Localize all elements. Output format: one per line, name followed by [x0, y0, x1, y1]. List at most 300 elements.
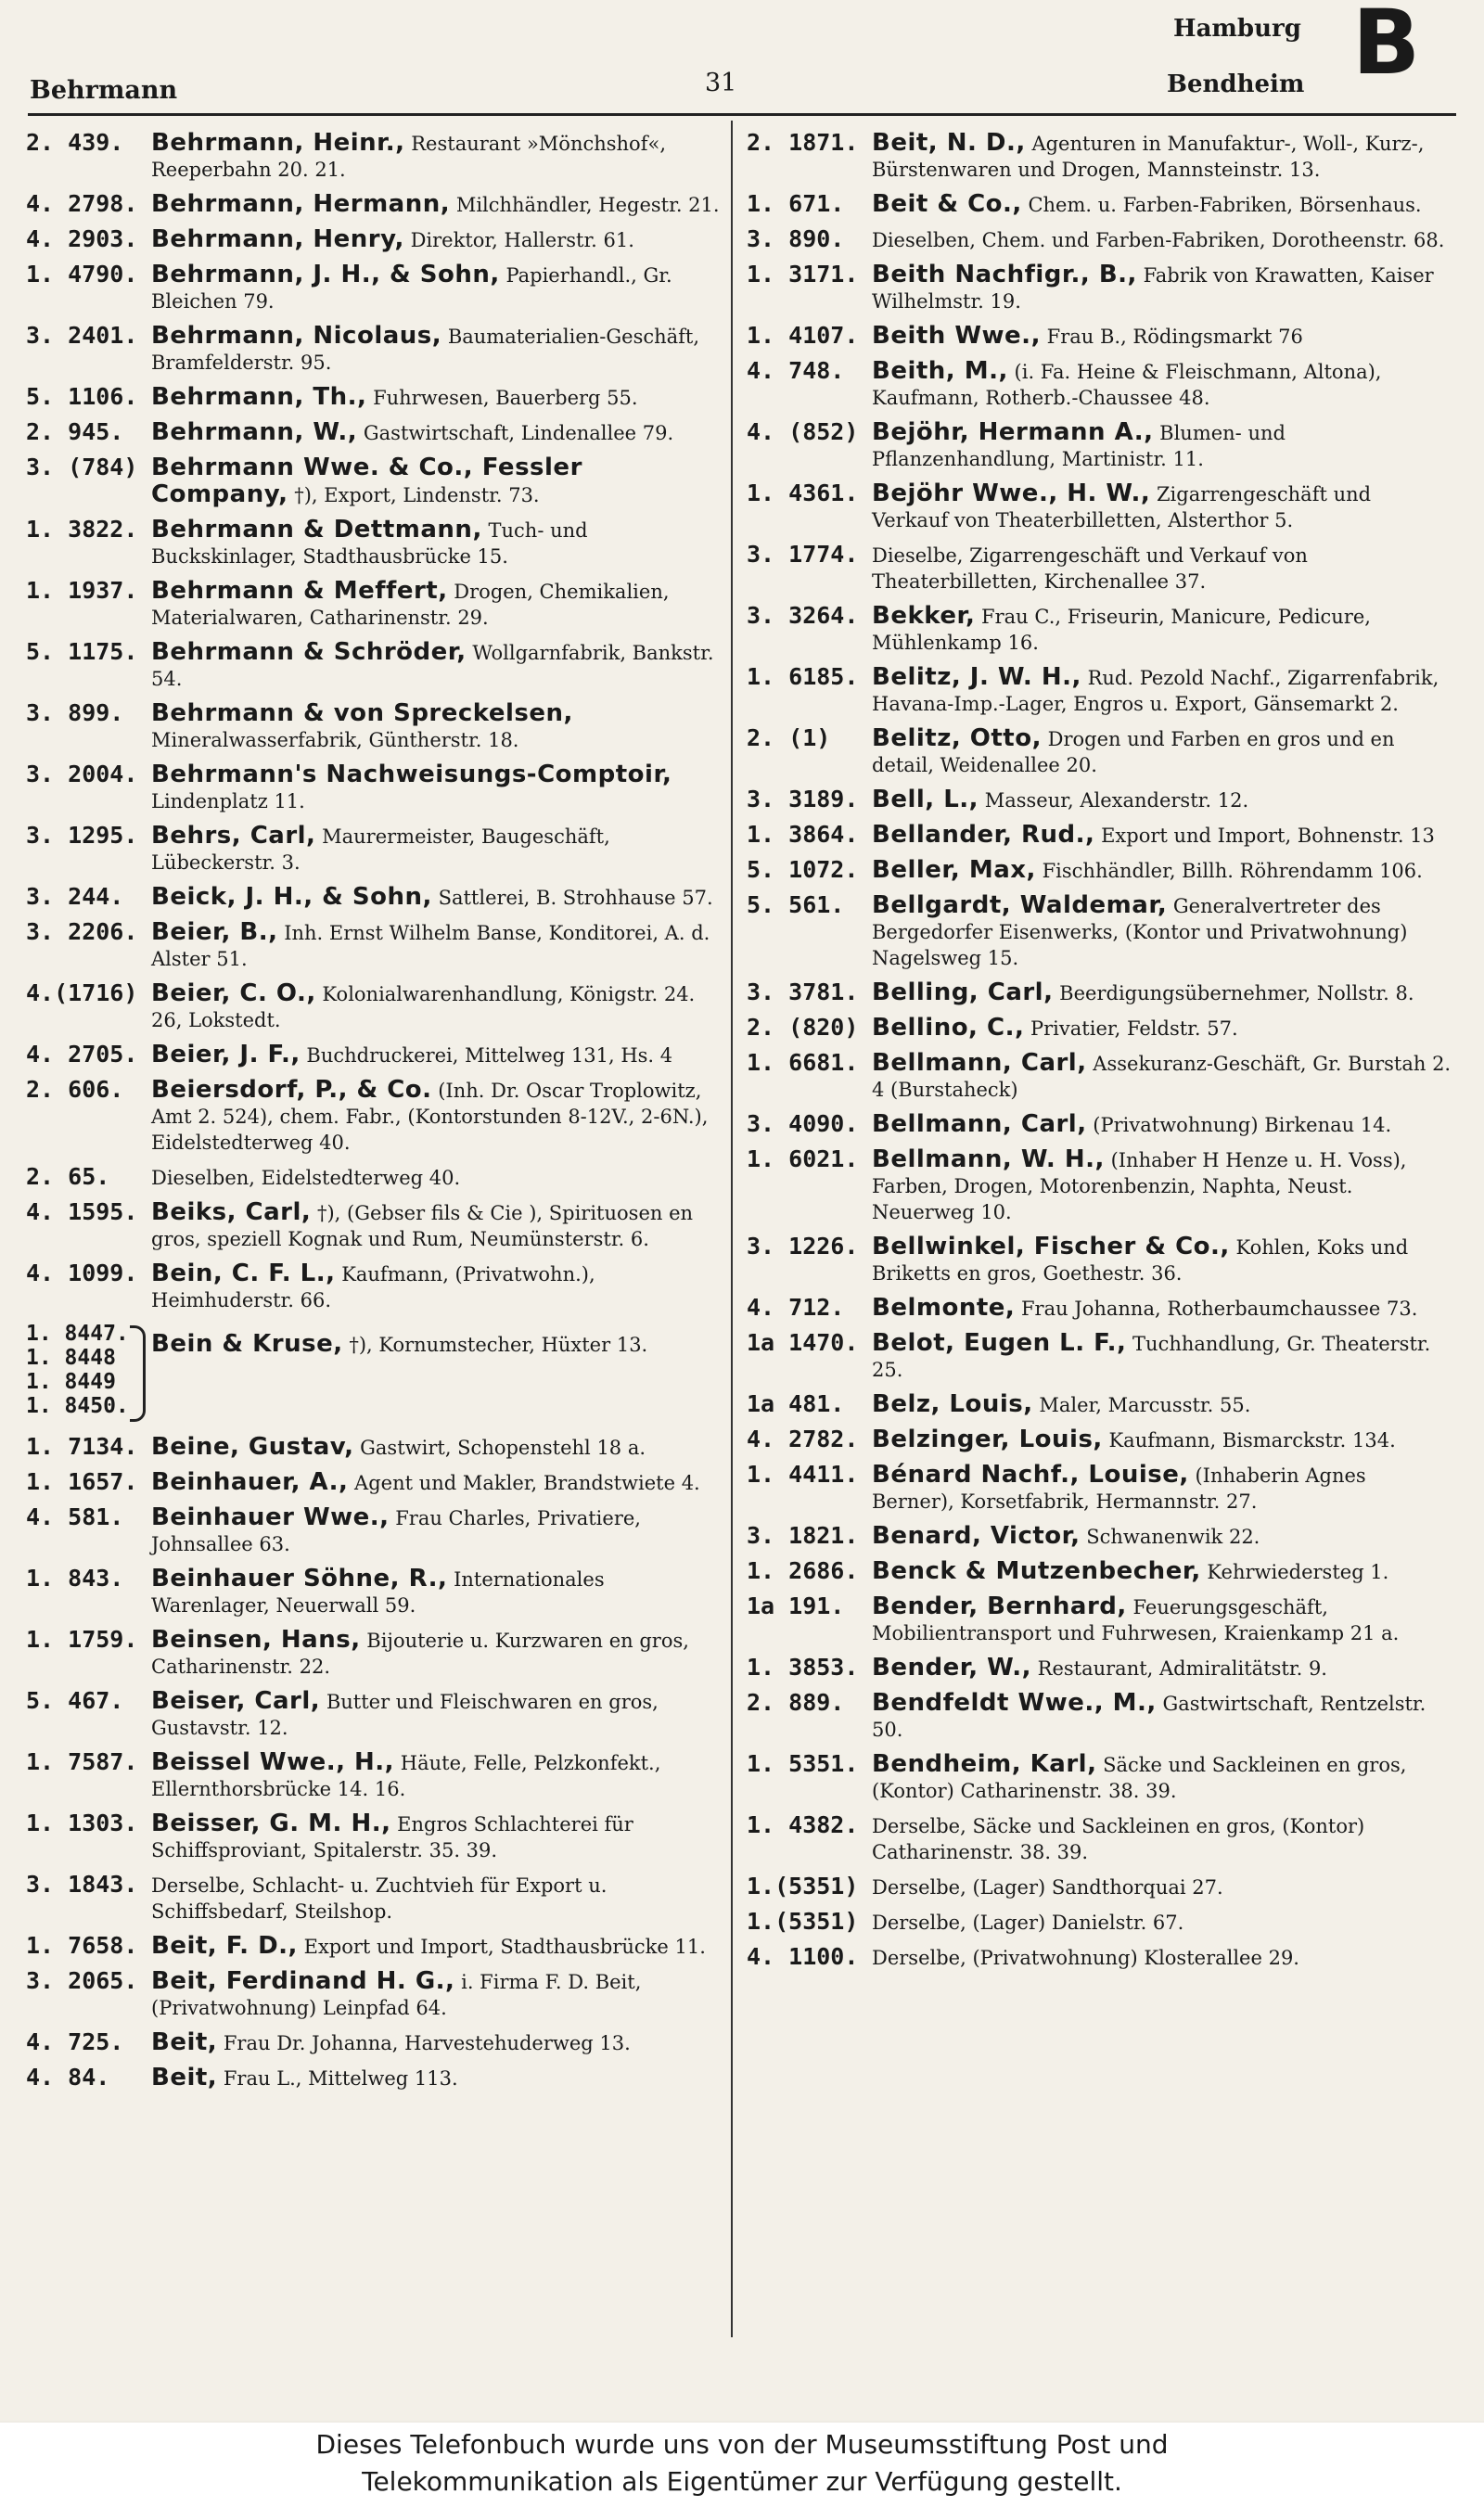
- entry-description: Dieselben, Eidelstedterweg 40.: [151, 1167, 461, 1189]
- directory-entry: [26, 1434, 722, 1461]
- directory-entry: [26, 2029, 722, 2056]
- directory-entry: [26, 1164, 722, 1191]
- directory-entry: [26, 919, 722, 972]
- entry-description: Direktor, Hallerstr. 61.: [410, 229, 634, 251]
- entry-description: (Inhaberin Agnes Berner), Korsetfabrik, Hermannstr. 27.: [872, 1465, 1366, 1513]
- directory-entry: [747, 1330, 1452, 1383]
- phone-number: 3. 890.: [747, 225, 845, 252]
- header-divider: [28, 113, 1456, 116]
- phone-number: 2. 1871.: [747, 129, 859, 156]
- entry-description: Maler, Marcusstr. 55.: [1039, 1394, 1251, 1416]
- phone-number: 1. 7658.: [26, 1932, 138, 1959]
- phone-number: 1. 8449: [26, 1370, 116, 1394]
- directory-entry: [747, 226, 1452, 253]
- entry-name: Behrmann & Meffert,: [151, 577, 448, 605]
- phone-number: 4. 2782.: [747, 1426, 859, 1452]
- entry-name: Beller, Max,: [872, 856, 1036, 884]
- directory-entry: [747, 1462, 1452, 1515]
- entry-name: Beit, Ferdinand H. G.,: [151, 1967, 455, 1995]
- directory-entry: [26, 1042, 722, 1068]
- entry-name: Beick, J. H., & Sohn,: [151, 883, 432, 911]
- entry-name: Beith Nachfigr., B.,: [872, 261, 1137, 288]
- directory-entry: [26, 130, 722, 183]
- header-right-keyword: Bendheim: [1167, 70, 1305, 98]
- entry-description: Frau Johanna, Rotherbaumchaussee 73.: [1020, 1298, 1418, 1320]
- entry-description: Kaufmann, (Privatwohn.), Heimhuderstr. 66.: [151, 1263, 595, 1311]
- phone-number: 4. 725.: [26, 2028, 124, 2055]
- phone-number: 3. 2401.: [26, 322, 138, 349]
- directory-entry: [747, 603, 1452, 656]
- directory-entry: [747, 1295, 1452, 1322]
- phone-number: 5. 1072.: [747, 856, 859, 883]
- phone-number: 4. 2705.: [26, 1041, 138, 1068]
- entry-description: Fabrik von Krawatten, Kaiser Wilhelmstr. 19.: [872, 264, 1434, 313]
- entry-description: Gastwirtschaft, Lindenallee 79.: [363, 422, 674, 444]
- phone-number: 1. 1937.: [26, 577, 138, 604]
- entry-description: Mineralwasserfabrik, Güntherstr. 18.: [151, 729, 519, 751]
- phone-number: 1. 1303.: [26, 1810, 138, 1836]
- phone-number: 4. 712.: [747, 1294, 845, 1321]
- directory-entry: [26, 1968, 722, 2021]
- entry-description: Gastwirtschaft, Rentzelstr. 50.: [872, 1693, 1426, 1741]
- directory-entry: [747, 1015, 1452, 1042]
- entry-name: Bein & Kruse,: [151, 1330, 343, 1358]
- entry-description: Milchhändler, Hegestr. 21.: [455, 194, 720, 216]
- phone-number: 1. 3864.: [747, 821, 859, 848]
- entry-name: Beit & Co.,: [872, 190, 1022, 218]
- directory-entry: [26, 1469, 722, 1496]
- entry-description: Baumaterialien-Geschäft, Bramfelderstr. 95.: [151, 326, 700, 374]
- entry-description: (Privatwohnung) Birkenau 14.: [1093, 1114, 1392, 1136]
- entry-description: Export und Import, Bohnenstr. 13: [1101, 825, 1435, 847]
- entry-description: Schwanenwik 22.: [1086, 1526, 1260, 1548]
- entry-name: Beith Wwe.,: [872, 322, 1041, 350]
- entry-name: Beinhauer, A.,: [151, 1468, 349, 1496]
- phone-number: 2. 945.: [26, 418, 124, 445]
- entry-description: Feuerungsgeschäft, Mobilientransport und Fuhrwesen, Kraienkamp 21 a.: [872, 1596, 1400, 1644]
- directory-entry: [26, 1749, 722, 1802]
- directory-entry: [747, 1751, 1452, 1804]
- entry-name: Beier, C. O.,: [151, 979, 316, 1007]
- phone-number: 4. 1100.: [747, 1943, 859, 1970]
- phone-number: 4. 1099.: [26, 1260, 138, 1286]
- entry-name: Bénard Nachf., Louise,: [872, 1461, 1189, 1489]
- entry-name: Bejöhr, Hermann A.,: [872, 418, 1154, 446]
- phone-number: 3. 3781.: [747, 978, 859, 1005]
- directory-entry: [747, 1690, 1452, 1743]
- entry-description: Assekuranz-Geschäft, Gr. Burstah 2. 4 (Burstaheck): [872, 1053, 1452, 1101]
- directory-entry: [26, 384, 722, 411]
- phone-number: 2. 606.: [26, 1076, 124, 1103]
- footer-line-1: Dieses Telefonbuch wurde uns von der Museumsstiftung Post und: [315, 2429, 1169, 2460]
- entry-name: Behrmann, Th.,: [151, 383, 367, 411]
- entry-name: Benck & Mutzenbecher,: [872, 1557, 1201, 1585]
- directory-entry: [747, 542, 1452, 595]
- entry-description: Dieselbe, Zigarrengeschäft und Verkauf von Theaterbilletten, Kirchenallee 37.: [872, 544, 1308, 593]
- phone-number: 1. 3822.: [26, 516, 138, 543]
- entry-name: Bellmann, Carl,: [872, 1110, 1087, 1138]
- phone-number: 3. 899.: [26, 699, 124, 726]
- directory-entry: [747, 1523, 1452, 1550]
- entry-description: Export und Import, Stadthausbrücke 11.: [303, 1936, 706, 1958]
- entry-description: Frau Charles, Privatiere, Johnsallee 63.: [151, 1507, 641, 1555]
- entry-description: Zigarrengeschäft und Verkauf von Theaterbilletten, Alsterthor 5.: [872, 483, 1372, 531]
- directory-entry: [26, 700, 722, 753]
- entry-description: i. Firma F. D. Beit, (Privatwohnung) Leinpfad 64.: [151, 1971, 642, 2019]
- entry-name: Beisser, G. M. H.,: [151, 1810, 391, 1837]
- directory-entry: [747, 323, 1452, 350]
- entry-name: Behrmann, W.,: [151, 418, 358, 446]
- entry-description: Restaurant, Admiralitätstr. 9.: [1037, 1657, 1327, 1680]
- directory-entry: [747, 892, 1452, 971]
- phone-number: 1a 191.: [747, 1592, 845, 1619]
- directory-entry: [747, 787, 1452, 813]
- entry-name: Belitz, J. W. H.,: [872, 663, 1081, 691]
- phone-number: 5. 1106.: [26, 383, 138, 410]
- entry-description: †), Export, Lindenstr. 73.: [294, 484, 540, 506]
- entry-description: Drogen und Farben en gros und en detail, Weidenallee 20.: [872, 728, 1395, 776]
- directory-entry: [747, 480, 1452, 533]
- archive-footer: [0, 2423, 1484, 2507]
- phone-number: 1. 4411.: [747, 1461, 859, 1488]
- entry-description: Restaurant »Mönchshof«, Reeperbahn 20. 21.: [151, 133, 666, 181]
- entry-name: Beit, N. D.,: [872, 129, 1026, 157]
- phone-number: 1a 1470.: [747, 1329, 859, 1356]
- directory-entry: [26, 1504, 722, 1557]
- entry-name: Behrmann, J. H., & Sohn,: [151, 261, 500, 288]
- entry-name: Belling, Carl,: [872, 978, 1054, 1006]
- entry-description: Derselbe, Säcke und Sackleinen en gros, (Kontor) Catharinenstr. 38. 39.: [872, 1815, 1365, 1863]
- directory-entry: [747, 419, 1452, 472]
- phone-number: 1. 6185.: [747, 663, 859, 690]
- entry-name: Bellwinkel, Fischer & Co.,: [872, 1233, 1230, 1260]
- directory-entry: [747, 358, 1452, 411]
- phone-number: 1. 7587.: [26, 1748, 138, 1775]
- entry-name: Beinsen, Hans,: [151, 1626, 361, 1654]
- directory-entry: [747, 1050, 1452, 1103]
- directory-entry: [26, 191, 722, 218]
- phone-number: 1. 4107.: [747, 322, 859, 349]
- phone-number: 1. 8448: [26, 1346, 116, 1370]
- directory-entry: [26, 1627, 722, 1680]
- phone-number: 4. 2798.: [26, 190, 138, 217]
- directory-entry: [747, 1426, 1452, 1453]
- directory-entry: [747, 664, 1452, 717]
- entry-description: Kolonialwarenhandlung, Königstr. 24. 26, Lokstedt.: [151, 983, 696, 1031]
- entry-description: Engros Schlachterei für Schiffsproviant, Spitalerstr. 35. 39.: [151, 1813, 633, 1861]
- directory-entry: [747, 979, 1452, 1006]
- entry-description: Bijouterie u. Kurzwaren en gros, Catharinenstr. 22.: [151, 1630, 689, 1678]
- phone-number: 5. 467.: [26, 1687, 124, 1714]
- directory-entry: [26, 761, 722, 814]
- entry-description: Kehrwiedersteg 1.: [1207, 1561, 1389, 1583]
- entry-name: Bellmann, Carl,: [872, 1049, 1087, 1077]
- entry-name: Beit,: [151, 2064, 218, 2091]
- entry-name: Beit, F. D.,: [151, 1932, 298, 1960]
- phone-number: 1. 4382.: [747, 1811, 859, 1838]
- entry-name: Belmonte,: [872, 1294, 1016, 1322]
- phone-number: 2. 889.: [747, 1689, 845, 1716]
- directory-entry: [26, 517, 722, 569]
- entry-name: Benard, Victor,: [872, 1522, 1081, 1550]
- phone-number: 3. (784): [26, 454, 138, 480]
- entry-description: (Inhaber H Henze u. H. Voss), Farben, Drogen, Motorenbenzin, Naphta, Neust. Neuerweg 10.: [872, 1149, 1407, 1223]
- entry-description: Buchdruckerei, Mittelweg 131, Hs. 4: [306, 1044, 673, 1067]
- phone-number: 3. 1774.: [747, 541, 859, 568]
- entry-name: Bekker,: [872, 602, 976, 630]
- directory-entry: [26, 1872, 722, 1925]
- phone-number: 2. (1): [747, 724, 831, 751]
- entry-name: Behrmann, Heinr.,: [151, 129, 405, 157]
- entry-description: Derselbe, (Privatwohnung) Klosterallee 29.: [872, 1947, 1299, 1969]
- entry-description: (Inh. Dr. Oscar Troplowitz, Amt 2. 524), chem. Fabr., (Kontorstunden 8-12V., 2-6N.), Eidelstedterweg 40.: [151, 1080, 709, 1154]
- directory-entry: [26, 1260, 722, 1313]
- entry-description: Butter und Fleischwaren en gros, Gustavstr. 12.: [151, 1691, 659, 1739]
- entry-description: Fischhändler, Billh. Röhrendamm 106.: [1042, 860, 1423, 882]
- phone-number: 3. 3264.: [747, 602, 859, 629]
- entry-description: Derselbe, (Lager) Sandthorquai 27.: [872, 1876, 1223, 1899]
- entry-name: Beit,: [151, 2028, 218, 2056]
- phone-number: 1a 481.: [747, 1390, 845, 1417]
- section-letter: B: [1352, 0, 1421, 95]
- entry-description: Beerdigungsübernehmer, Nollstr. 8.: [1059, 982, 1414, 1004]
- entry-name: Bein, C. F. L.,: [151, 1260, 336, 1287]
- directory-entry: [26, 1566, 722, 1618]
- entry-description: Privatier, Feldstr. 57.: [1030, 1017, 1238, 1040]
- directory-entry: [747, 1146, 1452, 1225]
- entry-name: Behrmann, Henry,: [151, 225, 404, 253]
- directory-entry: [26, 1810, 722, 1863]
- directory-entry: [26, 884, 722, 911]
- entry-description: Tuchhandlung, Gr. Theaterstr. 25.: [872, 1333, 1431, 1381]
- entry-description: Derselbe, (Lager) Danielstr. 67.: [872, 1912, 1184, 1934]
- right-column: [747, 130, 1452, 1979]
- brace-bracket: [130, 1325, 146, 1422]
- phone-number: 3. 1226.: [747, 1233, 859, 1260]
- phone-number: 1. 8447.: [26, 1322, 129, 1346]
- phone-number: 3. 244.: [26, 883, 124, 910]
- entry-name: Behrs, Carl,: [151, 822, 316, 850]
- directory-entry: [26, 454, 722, 508]
- phone-number: 1. 4361.: [747, 480, 859, 506]
- entry-name: Behrmann & Schröder,: [151, 638, 467, 666]
- directory-entry: [26, 1688, 722, 1741]
- phone-number: 4.(1716): [26, 979, 138, 1006]
- directory-entry: [747, 1655, 1452, 1682]
- phone-number: 1. 1759.: [26, 1626, 138, 1653]
- entry-description: Generalvertreter des Bergedorfer Eisenwerks, (Kontor und Privatwohnung) Nagelsweg 15.: [872, 895, 1408, 969]
- directory-entry: [747, 1874, 1452, 1900]
- directory-entry: [747, 130, 1452, 183]
- directory-entry: [26, 1933, 722, 1960]
- directory-entry: [747, 1593, 1452, 1646]
- phone-number: 3. 1843.: [26, 1871, 138, 1898]
- entry-description: Inh. Ernst Wilhelm Banse, Konditorei, A. d. Alster 51.: [151, 922, 710, 970]
- phone-number: 4. 1595.: [26, 1198, 138, 1225]
- entry-description: Wollgarnfabrik, Bankstr. 54.: [151, 642, 714, 690]
- entry-description: Masseur, Alexanderstr. 12.: [984, 789, 1249, 812]
- entry-name: Behrmann, Hermann,: [151, 190, 451, 218]
- phone-number: 3. 1821.: [747, 1522, 859, 1549]
- directory-entry: [747, 1812, 1452, 1865]
- entry-description: Internationales Warenlager, Neuerwall 59.: [151, 1568, 605, 1617]
- phone-number: 2. 439.: [26, 129, 124, 156]
- entry-description: Chem. u. Farben-Fabriken, Börsenhaus.: [1028, 194, 1422, 216]
- header-left-keyword: Behrmann: [30, 76, 178, 105]
- entry-name: Behrmann, Nicolaus,: [151, 322, 442, 350]
- directory-entry: [747, 822, 1452, 849]
- entry-name: Bendfeldt Wwe., M.,: [872, 1689, 1157, 1717]
- entry-name: Beiser, Carl,: [151, 1687, 321, 1715]
- entry-description: Frau L., Mittelweg 113.: [223, 2067, 458, 2090]
- phone-number-list: [26, 1322, 129, 1418]
- phone-number: 4. 748.: [747, 357, 845, 384]
- entry-description: †), Kornumstecher, Hüxter 13.: [349, 1334, 648, 1356]
- directory-entry: [747, 1944, 1452, 1971]
- phone-number: 1. 4790.: [26, 261, 138, 288]
- entry-name: Beiersdorf, P., & Co.: [151, 1076, 432, 1104]
- entry-description: Drogen, Chemikalien, Materialwaren, Catharinenstr. 29.: [151, 581, 670, 629]
- phone-number: 1. 7134.: [26, 1433, 138, 1460]
- directory-entry: [26, 1199, 722, 1252]
- entry-name: Beier, J. F.,: [151, 1041, 301, 1068]
- phone-number: 5. 1175.: [26, 638, 138, 665]
- footer-line-2: Telekommunikation als Eigentümer zur Verfügung gestellt.: [362, 2466, 1122, 2497]
- phone-number: 3. 1295.: [26, 822, 138, 849]
- phone-number: 1. 6681.: [747, 1049, 859, 1076]
- entry-description: Kohlen, Koks und Briketts en gros, Goethestr. 36.: [872, 1236, 1409, 1285]
- directory-entry: [747, 857, 1452, 884]
- left-column: [26, 130, 722, 2100]
- entry-name: Belitz, Otto,: [872, 724, 1042, 752]
- phone-number: 1. 3171.: [747, 261, 859, 288]
- entry-description: Frau C., Friseurin, Manicure, Pedicure, Mühlenkamp 16.: [872, 606, 1371, 654]
- entry-description: Dieselben, Chem. und Farben-Fabriken, Dorotheenstr. 68.: [872, 229, 1445, 251]
- directory-entry: [26, 419, 722, 446]
- phone-number: 1. 8450.: [26, 1394, 129, 1418]
- entry-name: Beier, B.,: [151, 918, 278, 946]
- entry-name: Bejöhr Wwe., H. W.,: [872, 480, 1151, 507]
- phone-number: 1. 3853.: [747, 1654, 859, 1681]
- entry-name: Behrmann Wwe. & Co., Fessler Company,: [151, 454, 582, 508]
- entry-name: Beith, M.,: [872, 357, 1008, 385]
- directory-entry: [747, 1391, 1452, 1418]
- phone-number: 3. 3189.: [747, 786, 859, 812]
- entry-description: Gastwirt, Schopenstehl 18 a.: [360, 1437, 646, 1459]
- entry-description: Agent und Makler, Brandstwiete 4.: [354, 1472, 700, 1494]
- entry-name: Bender, Bernhard,: [872, 1592, 1127, 1620]
- header-city: Hamburg: [1173, 15, 1301, 43]
- directory-entry: [26, 1077, 722, 1156]
- entry-name: Bell, L.,: [872, 786, 979, 813]
- directory-entry: [26, 823, 722, 876]
- entry-description: Tuch- und Buckskinlager, Stadthausbrücke 15.: [151, 519, 588, 568]
- entry-name: Bellino, C.,: [872, 1014, 1025, 1042]
- entry-description: †), (Gebser fils & Cie ), Spirituosen en gros, speziell Kognak und Rum, Neumünsterstr. 6.: [151, 1202, 694, 1250]
- entry-name: Belz, Louis,: [872, 1390, 1033, 1418]
- entry-name: Bellmann, W. H.,: [872, 1145, 1105, 1173]
- directory-entry: [747, 1234, 1452, 1286]
- phone-number: 4. 2903.: [26, 225, 138, 252]
- entry-name: Beinhauer Söhne, R.,: [151, 1565, 448, 1592]
- phone-number: 2. 65.: [26, 1163, 110, 1190]
- phone-number: 5. 561.: [747, 891, 845, 918]
- phone-number: 3. 2004.: [26, 761, 138, 787]
- entry-name: Beine, Gustav,: [151, 1433, 354, 1461]
- entry-name: Bellander, Rud.,: [872, 821, 1095, 849]
- phone-number: 1. 1657.: [26, 1468, 138, 1495]
- entry-name: Belzinger, Louis,: [872, 1426, 1103, 1453]
- directory-entry: [26, 639, 722, 692]
- entry-description: Fuhrwesen, Bauerberg 55.: [373, 387, 638, 409]
- entry-description: Lindenplatz 11.: [151, 790, 305, 812]
- entry-description: Häute, Felle, Pelzkonfekt., Ellernthorsbrücke 14. 16.: [151, 1752, 661, 1800]
- directory-entry: [747, 725, 1452, 778]
- phone-number: 1. 2686.: [747, 1557, 859, 1584]
- entry-name: Beinhauer Wwe.,: [151, 1503, 390, 1531]
- phone-number: 4. 84.: [26, 2064, 110, 2091]
- entry-description: (i. Fa. Heine & Fleischmann, Altona), Kaufmann, Rotherb.-Chaussee 48.: [872, 361, 1382, 409]
- phone-number: 2. (820): [747, 1014, 859, 1041]
- entry-description: Agenturen in Manufaktur-, Woll-, Kurz-, Bürstenwaren und Drogen, Mannsteinstr. 13.: [872, 133, 1425, 181]
- entry-name: Behrmann & von Spreckelsen,: [151, 699, 573, 727]
- phone-number: 3. 2065.: [26, 1967, 138, 1994]
- entry-description: Kaufmann, Bismarckstr. 134.: [1108, 1429, 1396, 1452]
- phone-number: 1. 671.: [747, 190, 845, 217]
- entry-description: Frau Dr. Johanna, Harvestehuderweg 13.: [223, 2032, 631, 2054]
- phone-number: 1. 5351.: [747, 1750, 859, 1777]
- phone-number: 1. 6021.: [747, 1145, 859, 1172]
- directory-entry: [747, 1909, 1452, 1936]
- entry-name: Belot, Eugen L. F.,: [872, 1329, 1127, 1357]
- entry-name: Behrmann's Nachweisungs-Comptoir,: [151, 761, 672, 788]
- entry-name: Beiks, Carl,: [151, 1198, 312, 1226]
- directory-entry: [26, 578, 722, 631]
- phone-number: 4. 581.: [26, 1503, 124, 1530]
- entry-name: Beissel Wwe., H.,: [151, 1748, 395, 1776]
- column-divider: [731, 121, 733, 2337]
- entry-name: Bender, W.,: [872, 1654, 1031, 1682]
- phone-number: 3. 4090.: [747, 1110, 859, 1137]
- phone-number: 1.(5351): [747, 1908, 859, 1935]
- directory-entry: [747, 1558, 1452, 1585]
- page-number: 31: [705, 69, 737, 97]
- entry-description: Papierhandl., Gr. Bleichen 79.: [151, 264, 672, 313]
- directory-entry-group: [26, 1322, 722, 1426]
- entry-description: Säcke und Sackleinen en gros, (Kontor) Catharinenstr. 38. 39.: [872, 1754, 1407, 1802]
- directory-entry: [747, 191, 1452, 218]
- entry-description: Maurermeister, Baugeschäft, Lübeckerstr. 3.: [151, 825, 610, 874]
- directory-entry: [26, 262, 722, 314]
- phone-number: 3. 2206.: [26, 918, 138, 945]
- directory-entry: [26, 226, 722, 253]
- directory-entry: [747, 262, 1452, 314]
- entry-description: Blumen- und Pflanzenhandlung, Martinistr. 11.: [872, 422, 1286, 470]
- group-text: [151, 1322, 722, 1358]
- directory-entry: [26, 980, 722, 1033]
- entry-description: Derselbe, Schlacht- u. Zuchtvieh für Export u. Schiffsbedarf, Steilshop.: [151, 1874, 608, 1923]
- entry-name: Behrmann & Dettmann,: [151, 516, 482, 544]
- phone-number: 4. (852): [747, 418, 859, 445]
- directory-entry: [26, 323, 722, 376]
- directory-entry: [747, 1111, 1452, 1138]
- entry-description: Rud. Pezold Nachf., Zigarrenfabrik, Havana-Imp.-Lager, Engros u. Export, Gänsemarkt 2.: [872, 667, 1439, 715]
- entry-description: Sattlerei, B. Strohhause 57.: [438, 887, 713, 909]
- phone-number: 1. 843.: [26, 1565, 124, 1592]
- directory-entry: [26, 2065, 722, 2091]
- entry-description: Frau B., Rödingsmarkt 76: [1046, 326, 1303, 348]
- entry-name: Bendheim, Karl,: [872, 1750, 1097, 1778]
